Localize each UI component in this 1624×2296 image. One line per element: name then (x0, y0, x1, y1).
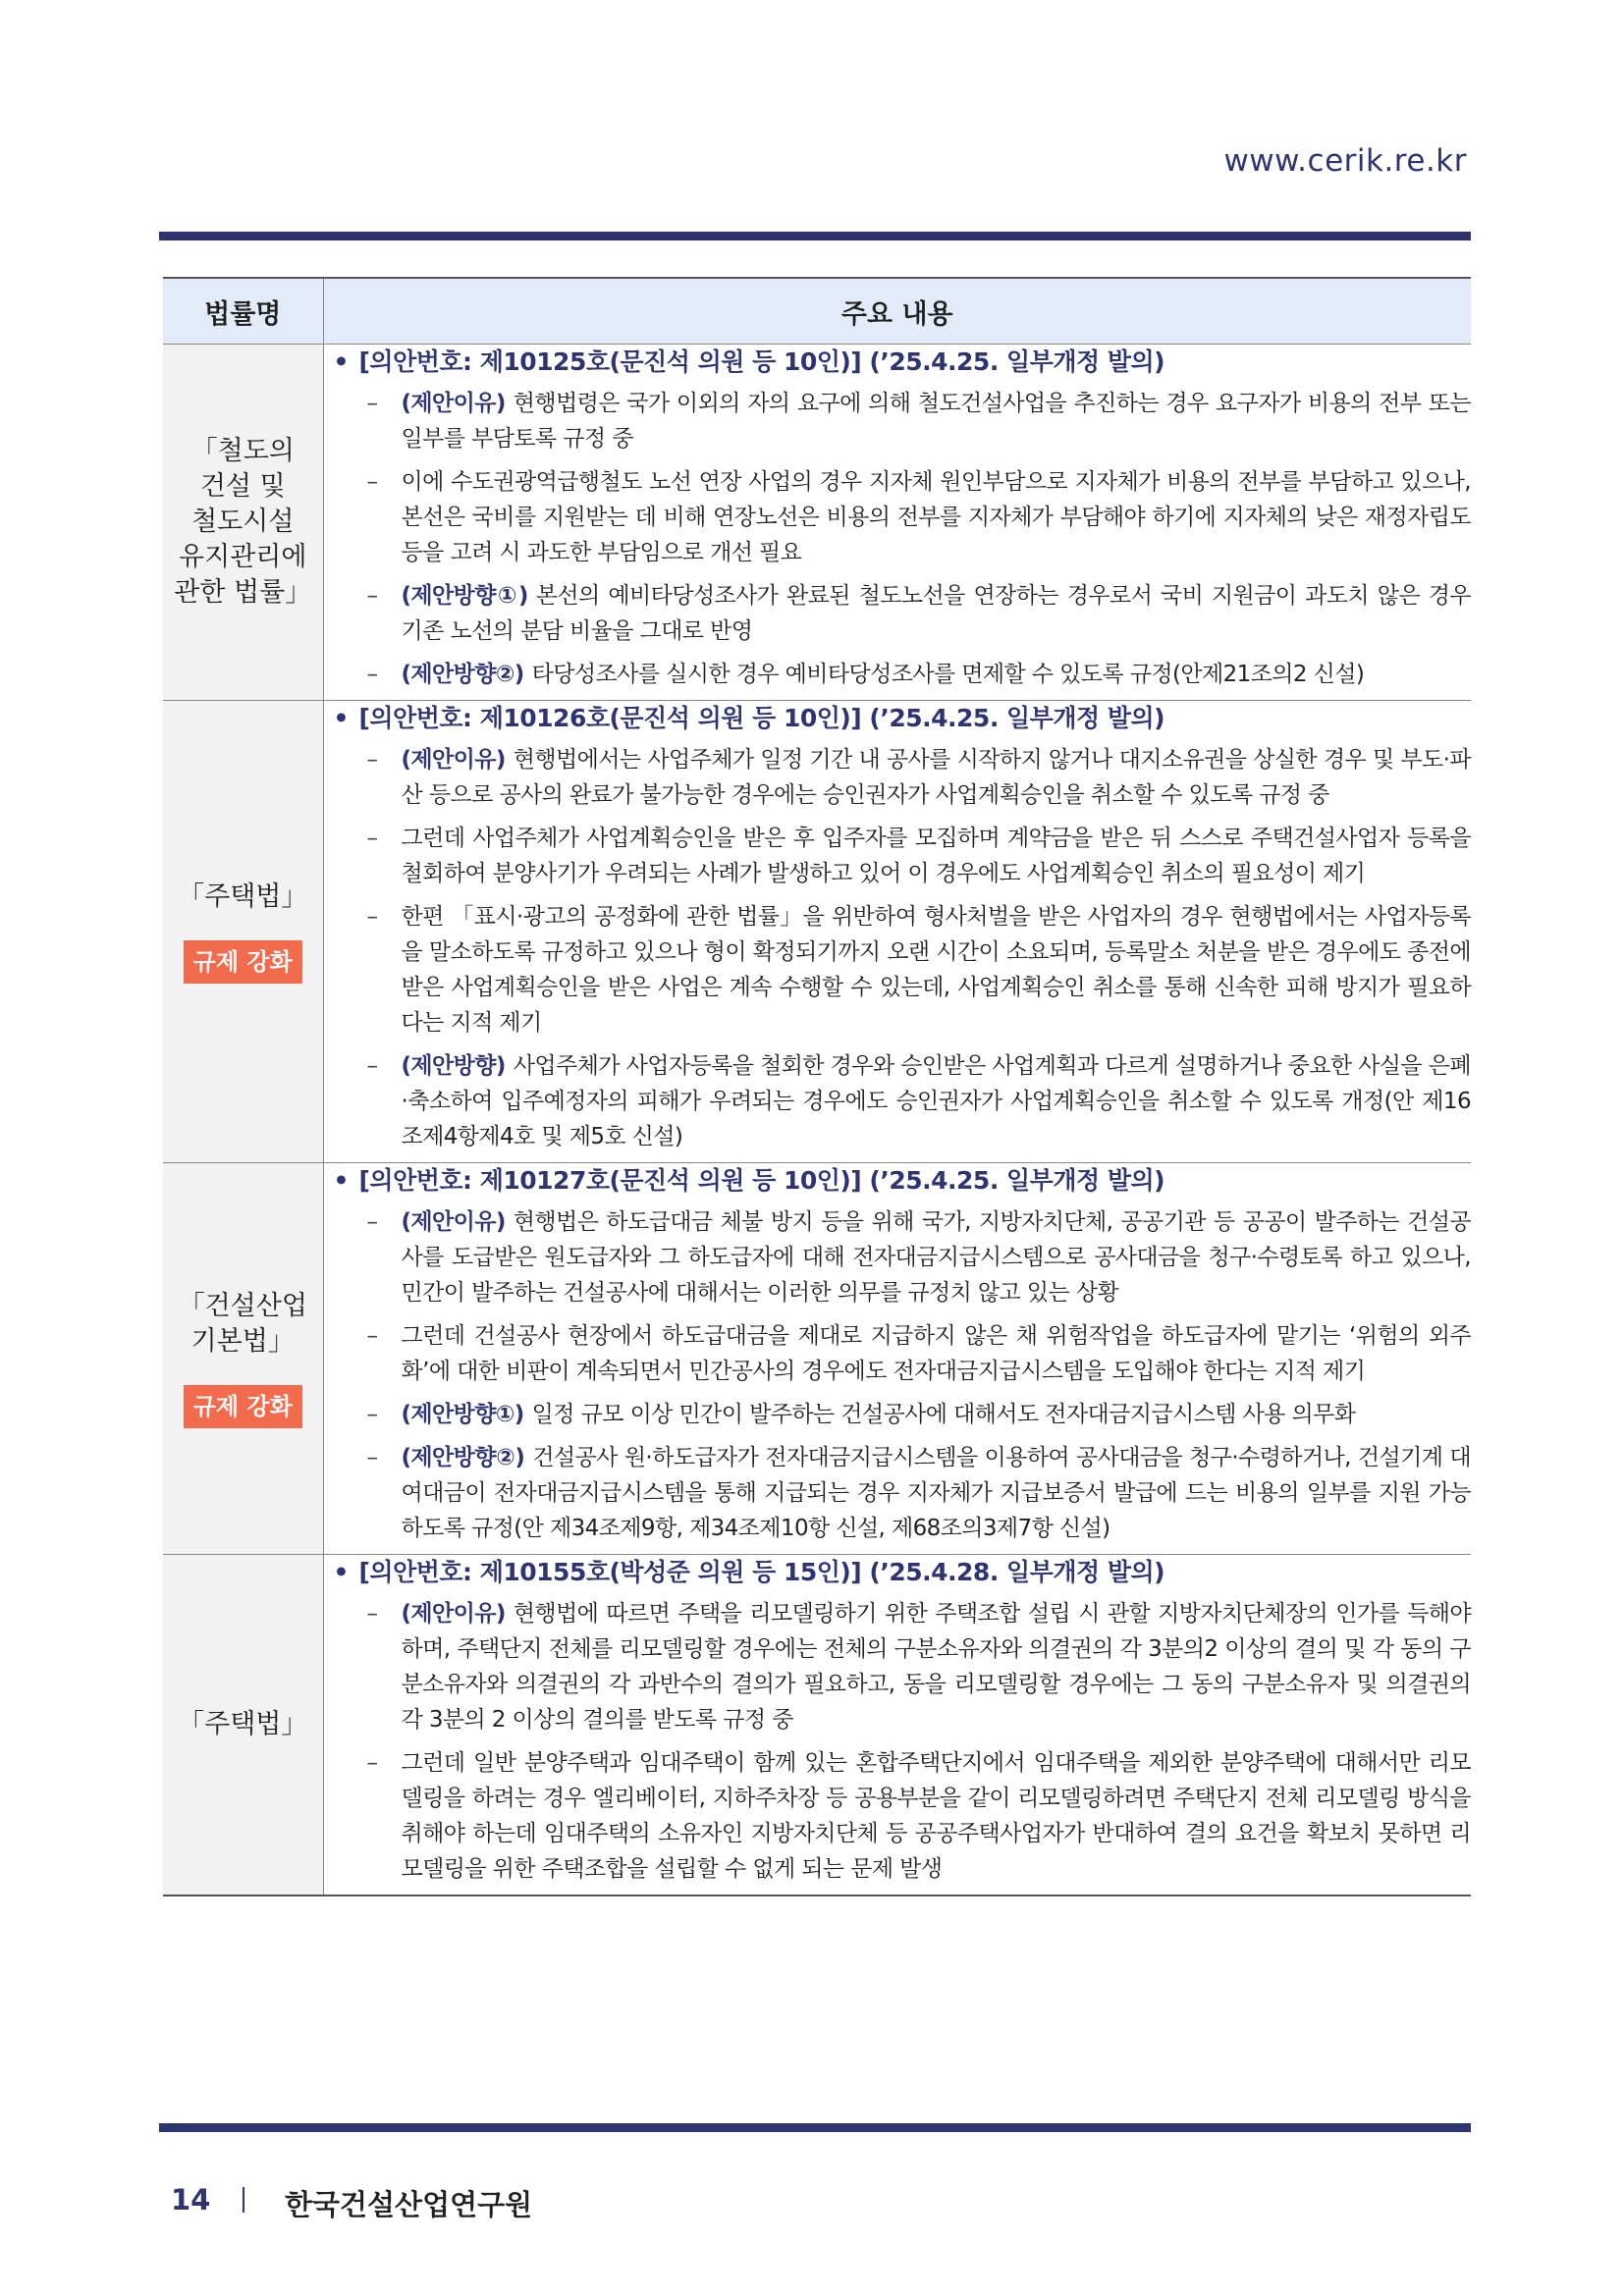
site-url[interactable]: www.cerik.re.kr (1223, 143, 1467, 179)
content-item (324, 464, 1472, 570)
item-text: 사업주체가 사업자등록을 철회한 경우와 승인받은 사업계획과 다르게 설명하거나 중요한 사실을 은폐·축소하여 입주예정자의 피해가 우려되는 경우에도 승인권자가 사업계획승인을 취소할 수 있도록 개정(안 제16조제4항제4호 및 제5호 신설) (401, 1053, 1471, 1149)
item-text: 일정 규모 이상 민간이 발주하는 건설공사에 대해서도 전자대금지급시스템 사용 의무화 (531, 1402, 1356, 1427)
law-name-cell (163, 1163, 323, 1555)
item-text: 그런데 건설공사 현장에서 하도급대금을 제대로 지급하지 않은 채 위험작업을 하도급자에 맡기는 ‘위험의 외주화’에 대한 비판이 계속되면서 민간공사의 경우에도 전자대금지급시스템을 도입해야 한다는 지적 제기 (401, 1323, 1471, 1384)
table-row (163, 701, 1471, 1163)
item-tag: (제안방향) (401, 1053, 506, 1079)
table-row (163, 1555, 1471, 1896)
content-cell (323, 1555, 1471, 1896)
item-tag: (제안이유) (401, 1601, 506, 1627)
content-cell (323, 345, 1471, 701)
footer-rule (159, 2123, 1471, 2132)
law-name: 「주택법」 (178, 881, 308, 912)
item-tag: (제안이유) (401, 747, 506, 773)
law-name: 「철도의 건설 및 철도시설 유지관리에 관한 법률」 (174, 436, 312, 608)
law-name-cell (163, 345, 323, 701)
item-tag: (제안방향②) (401, 1445, 525, 1470)
item-text: 현행법은 하도급대금 체불 방지 등을 위해 국가, 지방자치단체, 공공기관 등 공공이 발주하는 건설공사를 도급받은 원도급자와 그 하도급자에 대해 전자대금지급시스템으로 공사대금을 청구·수령토록 하고 있으나, 민간이 발주하는 건설공사에 대해서는 이러한 의무를 규정치 않고 있는 상황 (401, 1209, 1471, 1306)
law-name-cell (163, 1555, 323, 1896)
item-tag: (제안방향②) (401, 662, 524, 687)
content-item (324, 1204, 1472, 1310)
item-text: 그런데 사업주체가 사업계획승인을 받은 후 입주자를 모집하며 계약금을 받은 뒤 스스로 주택건설사업자 등록을 철회하여 분양사기가 우려되는 사례가 발생하고 있어 이 경우에도 사업계획승인 취소의 필요성이 제기 (401, 826, 1471, 886)
law-table (163, 277, 1471, 1896)
item-tag: (제안이유) (401, 391, 506, 416)
content-item (324, 578, 1472, 649)
column-header-content: 주요 내용 (323, 278, 1471, 345)
item-text: 한편 「표시·광고의 공정화에 관한 법률」을 위반하여 형사처벌을 받은 사업자의 경우 현행법에서는 사업자등록을 말소하도록 규정하고 있으나 형이 확정되기까지 오랜 시간이 소요되며, 등록말소 처분을 받은 경우에도 종전에 받은 사업계획승인을 받은 사업은 계속 수행할 수 있는데, 사업계획승인 취소를 통해 신속한 피해 방지가 필요하다는 지적 제기 (401, 904, 1471, 1036)
law-name: 「주택법」 (178, 1709, 308, 1739)
item-text: 이에 수도권광역급행철도 노선 연장 사업의 경우 지자체 원인부담으로 지자체가 비용의 전부를 부담하고 있으나, 본선은 국비를 지원받는 데 비해 연장노선은 비용의 전부를 지자체가 부담해야 하기에 지자체의 낮은 재정자립도 등을 고려 시 과도한 부담임으로 개선 필요 (401, 469, 1471, 565)
law-name: 「건설산업 기본법」 (178, 1291, 307, 1357)
item-tag: (제안이유) (401, 1209, 506, 1235)
item-text: 현행법에서는 사업주체가 일정 기간 내 공사를 시작하지 않거나 대지소유권을 상실한 경우 및 부도·파산 등으로 공사의 완료가 불가능한 경우에는 승인권자가 사업계획승인을 취소할 수 있도록 규정 중 (401, 747, 1471, 808)
bill-header: • [의안번호: 제10125호(문진석 의원 등 10인)] (’25.4.25. 일부개정 발의) (324, 345, 1472, 380)
item-text: 현행법령은 국가 이외의 자의 요구에 의해 철도건설사업을 추진하는 경우 요구자가 비용의 전부 또는 일부를 부담토록 규정 중 (401, 391, 1471, 452)
bill-header: • [의안번호: 제10155호(박성준 의원 등 15인)] (’25.4.28. 일부개정 발의) (324, 1555, 1472, 1590)
item-tag: (제안방향①) (401, 583, 528, 609)
law-name-cell (163, 701, 323, 1163)
header-rule (159, 232, 1471, 240)
column-header-law: 법률명 (163, 278, 323, 345)
bill-header: • [의안번호: 제10127호(문진석 의원 등 10인)] (’25.4.25. 일부개정 발의) (324, 1163, 1472, 1199)
item-text: 그런데 일반 분양주택과 임대주택이 함께 있는 혼합주택단지에서 임대주택을 제외한 분양주택에 대해서만 리모델링을 하려는 경우 엘리베이터, 지하주차장 등 공용부분을 같이 리모델링하려면 주택단지 전체 리모델링 방식을 취해야 하는데 임대주택의 소유자인 지방자치단체 등 공공주택사업자가 반대하여 결의 요건을 확보치 못하면 리모델링을 위한 주택조합을 설립할 수 없게 되는 문제 발생 (401, 1750, 1471, 1882)
table-row (163, 345, 1471, 701)
content-item (324, 386, 1472, 456)
content-item (324, 1048, 1472, 1154)
organization-name: 한국건설산업연구원 (285, 2188, 533, 2221)
content-item (324, 1596, 1472, 1737)
bill-header: • [의안번호: 제10126호(문진석 의원 등 10인)] (’25.4.25. 일부개정 발의) (324, 701, 1472, 736)
item-text: 건설공사 원·하도급자가 전자대금지급시스템을 이용하여 공사대금을 청구·수령하거나, 건설기계 대여대금이 전자대금지급시스템을 통해 지급되는 경우 지자체가 지급보증서 발급에 드는 비용의 일부를 지원 가능하도록 규정(안 제34조제9항, 제34조제10항 신설, 제68조의3제7항 신설) (401, 1445, 1471, 1541)
item-text: 본선의 예비타당성조사가 완료된 철도노선을 연장하는 경우로서 국비 지원금이 과도치 않은 경우 기존 노선의 분담 비율을 그대로 반영 (401, 583, 1471, 644)
content-item (324, 1745, 1472, 1887)
item-tag: (제안방향①) (401, 1402, 524, 1427)
content-item (324, 821, 1472, 891)
regulation-badge: 규제 강화 (184, 940, 302, 984)
item-text: 타당성조사를 실시한 경우 예비타당성조사를 면제할 수 있도록 규정(안제21조의2 신설) (531, 662, 1365, 687)
table-body (163, 345, 1471, 1896)
page-number: 14 (171, 2183, 211, 2216)
table-row (163, 1163, 1471, 1555)
item-text: 현행법에 따르면 주택을 리모델링하기 위한 주택조합 설립 시 관할 지방자치단체장의 인가를 득해야 하며, 주택단지 전체를 리모델링할 경우에는 전체의 구분소유자와 의결권의 각 3분의2 이상의 결의 및 각 동의 구분소유자와 의결권의 각 과반수의 결의가 필요하고, 동을 리모델링할 경우에는 그 동의 구분소유자 및 의결권의 각 3분의 2 이상의 결의를 받도록 규정 중 (401, 1601, 1471, 1733)
content-cell (323, 701, 1471, 1163)
content-item (324, 1397, 1472, 1432)
regulation-badge: 규제 강화 (184, 1385, 302, 1428)
content-item (324, 1318, 1472, 1389)
content-item (324, 899, 1472, 1041)
footer-separator (243, 2187, 244, 2213)
content-item (324, 657, 1472, 692)
content-item (324, 742, 1472, 813)
table-header-row (163, 278, 1471, 345)
content-cell (323, 1163, 1471, 1555)
content-item (324, 1440, 1472, 1546)
